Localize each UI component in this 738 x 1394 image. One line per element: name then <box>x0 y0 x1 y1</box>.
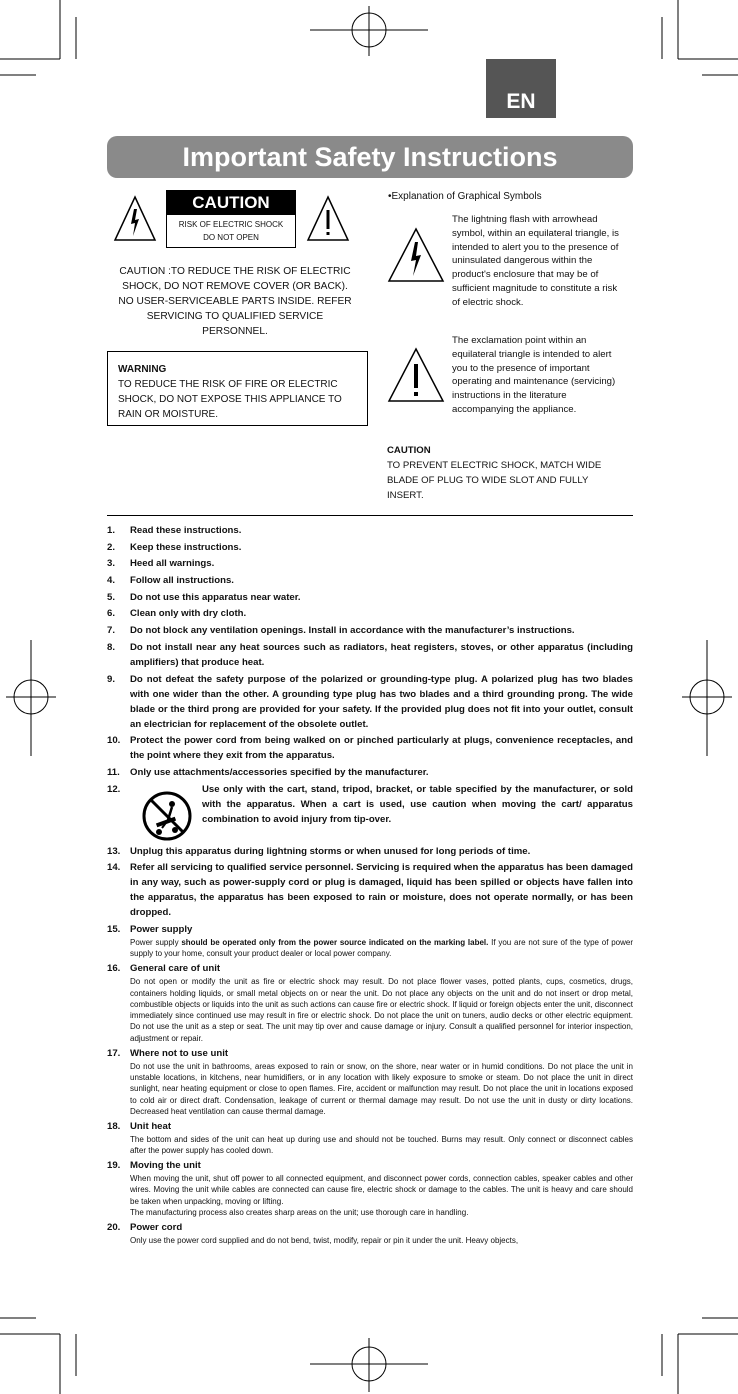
item-body: When moving the unit, shut off power to all connected equipment, and disconnect power cords, connection cables, speaker cables and other wires. Moving the unit while cables are connected can cause fire, electric shock or damage to the cables. The unit is heavy and care should be taken when unpacking, moving or lifting. <box>130 1174 633 1206</box>
item-body <box>130 937 633 960</box>
item-body-bold: should be operated only from the power source indicated on the marking label. <box>181 937 489 947</box>
item-number: 8. <box>107 641 116 653</box>
list-item <box>107 782 633 844</box>
list-item <box>107 523 633 538</box>
list-item <box>107 540 633 555</box>
item-text: Protect the power cord from being walked on or pinched particularly at plugs, convenience receptacles, and the point where they exit from the apparatus. <box>130 735 633 762</box>
item-body-lead: Power supply <box>130 937 182 947</box>
item-text: Only use attachments/accessories specified by the manufacturer. <box>130 766 429 778</box>
item-number: 2. <box>107 541 116 553</box>
caution-label-title: CAUTION <box>167 191 295 215</box>
warning-box <box>107 351 368 426</box>
item-number: 4. <box>107 575 116 587</box>
item-number: 11. <box>107 766 120 778</box>
item-text: Clean only with dry cloth. <box>130 608 247 620</box>
exclamation-warning-icon <box>305 194 351 244</box>
item-number: 19. <box>107 1160 121 1172</box>
list-item <box>107 1046 633 1117</box>
list-item <box>107 556 633 571</box>
item-number: 17. <box>107 1047 121 1059</box>
list-item <box>107 1119 633 1157</box>
item-text: Do not use this apparatus near water. <box>130 591 301 603</box>
item-title: General care of unit <box>130 963 221 975</box>
item-body: Do not use the unit in bathrooms, areas exposed to rain or snow, on the shore, near water or in humid conditions. Do not place the unit in unstable locations, in kitchens, near humidifiers, or in any location with likely exposure to smoke or steam. Do not place the unit in direct sunlight, near heating equipment or close to open flames. Fire, accident or malfunction may result. Do not place the unit in locations exposed to cold air or direct draft. Condensation, leakage of current or thermal damage may result. Do not use the unit in dusty or dirty locations. Decreased heat ventilation can cause thermal damage. <box>130 1061 633 1116</box>
item-title: Unit heat <box>130 1120 172 1132</box>
item-title: Power cord <box>130 1222 183 1234</box>
warning-text: TO REDUCE THE RISK OF FIRE OR ELECTRIC SHOCK, DO NOT EXPOSE THIS APPLIANCE TO RAIN OR MOISTURE. <box>118 379 342 420</box>
item-text: Use only with the cart, stand, tripod, bracket, or table specified by the manufacturer, or sold with the apparatus. When a cart is used, use caution when moving the cart/ apparatus combination to avoid injury from tip-over. <box>202 783 633 825</box>
item-number: 1. <box>107 525 116 536</box>
list-item <box>107 961 633 1044</box>
item-text: Unplug this apparatus during lightning storms or when unused for long periods of time. <box>130 845 531 857</box>
list-item <box>107 606 633 621</box>
item-title: Power supply <box>130 923 193 935</box>
plug-caution-title: CAUTION <box>387 445 431 456</box>
caution-label-line2: DO NOT OPEN <box>203 233 259 242</box>
item-number: 16. <box>107 963 121 975</box>
item-text: Do not install near any heat sources such as radiators, heat registers, stoves, or other apparatus (including amplifiers) that produce heat. <box>130 641 633 668</box>
exclamation-symbol-icon <box>386 346 446 404</box>
item-number: 13. <box>107 845 121 857</box>
item-body: The bottom and sides of the unit can heat up during use and should not be touched. Burns may result. Only connect or disconnect cables after the power supply has cooled down. <box>130 1134 633 1156</box>
item-text: Refer all servicing to qualified service personnel. Servicing is required when the apparatus has been damaged in any way, such as power-supply cord or plug is damaged, liquid has been spilled or objects have fallen into the apparatus, the apparatus has been exposed to rain or moisture, does not operate normally, or has been dropped. <box>130 862 633 919</box>
item-text: Heed all warnings. <box>130 558 215 570</box>
item-number: 20. <box>107 1222 121 1234</box>
plug-caution-text: TO PREVENT ELECTRIC SHOCK, MATCH WIDE BLADE OF PLUG TO WIDE SLOT AND FULLY INSERT. <box>387 460 602 501</box>
instructions-list <box>107 523 633 1248</box>
list-item <box>107 860 633 920</box>
list-item <box>107 844 633 859</box>
item-body: Only use the power cord supplied and do not bend, twist, modify, repair or pin it under the unit. Heavy objects, <box>130 1236 519 1246</box>
item-body: The manufacturing process also creates sharp areas on the unit; use thorough care in handling. <box>130 1208 469 1218</box>
item-text: Do not block any ventilation openings. Install in accordance with the manufacturer’s instructions. <box>130 625 575 637</box>
list-item <box>107 765 633 780</box>
item-number: 12. <box>107 783 121 795</box>
divider <box>107 515 633 516</box>
item-text: Follow all instructions. <box>130 575 234 587</box>
language-tab: EN <box>486 59 556 118</box>
page-title: Important Safety Instructions <box>107 136 633 178</box>
symbols-heading: •Explanation of Graphical Symbols <box>388 191 542 202</box>
lightning-symbol-text: The lightning flash with arrowhead symbol, within an equilateral triangle, is intended to alert you to the presence of uninsulated dangerous within the product's enclosure that may be of sufficient magnitude to constitute a risk of electric shock. <box>452 214 619 308</box>
item-number: 10. <box>107 735 121 747</box>
item-text: Keep these instructions. <box>130 541 242 553</box>
lightning-symbol-icon <box>386 226 446 284</box>
list-item <box>107 733 633 763</box>
list-item <box>107 922 633 960</box>
list-item <box>107 623 633 638</box>
item-number: 18. <box>107 1120 121 1132</box>
caution-label-line1: RISK OF ELECTRIC SHOCK <box>178 220 284 229</box>
list-item <box>107 640 633 670</box>
caution-label <box>166 190 296 248</box>
item-number: 7. <box>107 625 116 637</box>
item-text: Read these instructions. <box>130 525 242 536</box>
list-item <box>107 573 633 588</box>
item-body-rest: If you are not sure of the type of power supply to your home, consult your product dealer or local power company. <box>130 937 633 959</box>
item-title: Moving the unit <box>130 1160 201 1172</box>
list-item <box>107 1158 633 1218</box>
item-body: Do not open or modify the unit as fire or electric shock may result. Do not place flower vases, potted plants, cups, cosmetics, drugs, containers holding liquids, or small metal objects on or near the unit. Do not place any objects on the unit and do not insert or drop metal, combustible objects or liquids into the unit as such actions can cause fire or electric shock. If liquid or foreign objects enter the unit, disconnect immediately since continued use may result in fire or electric shock. Do not place the unit on tuners, audio decks or other electric equipment. Do not use the unit as a step or seat. The unit may tip over and cause damage or injury. Consult a qualified personnel for interior inspection, adjustment or repair. <box>130 977 633 1043</box>
list-item <box>107 590 633 605</box>
exclamation-symbol-text: The exclamation point within an equilateral triangle is intended to alert you to the presence of important operating and maintenance (servicing) instructions in the literature accompanying the appliance. <box>452 335 616 415</box>
item-number: 5. <box>107 591 116 603</box>
list-item <box>107 1220 633 1246</box>
item-text: Do not defeat the safety purpose of the polarized or grounding-type plug. A polarized plug has two blades with one wider than the other. A grounding type plug has two blades and a third grounding prong. The wide blade or the third prong are provided for your safety. If the provided plug does not fit into your outlet, consult an electrician for replacement of the obsolete outlet. <box>130 673 633 730</box>
item-number: 9. <box>107 673 116 685</box>
item-number: 15. <box>107 923 121 935</box>
cart-tip-over-icon <box>142 790 192 845</box>
lightning-warning-icon <box>112 194 158 244</box>
item-number: 6. <box>107 608 116 620</box>
item-number: 14. <box>107 862 121 874</box>
caution-text: CAUTION :TO REDUCE THE RISK OF ELECTRIC SHOCK, DO NOT REMOVE COVER (OR BACK). NO USER-SERVICEABLE PARTS INSIDE. REFER SERVICING TO QUALIFIED SERVICE PERSONNEL. <box>118 266 352 337</box>
plug-caution <box>387 443 627 503</box>
warning-title: WARNING <box>118 364 167 375</box>
list-item <box>107 672 633 732</box>
item-number: 3. <box>107 558 116 570</box>
item-title: Where not to use unit <box>130 1047 229 1059</box>
